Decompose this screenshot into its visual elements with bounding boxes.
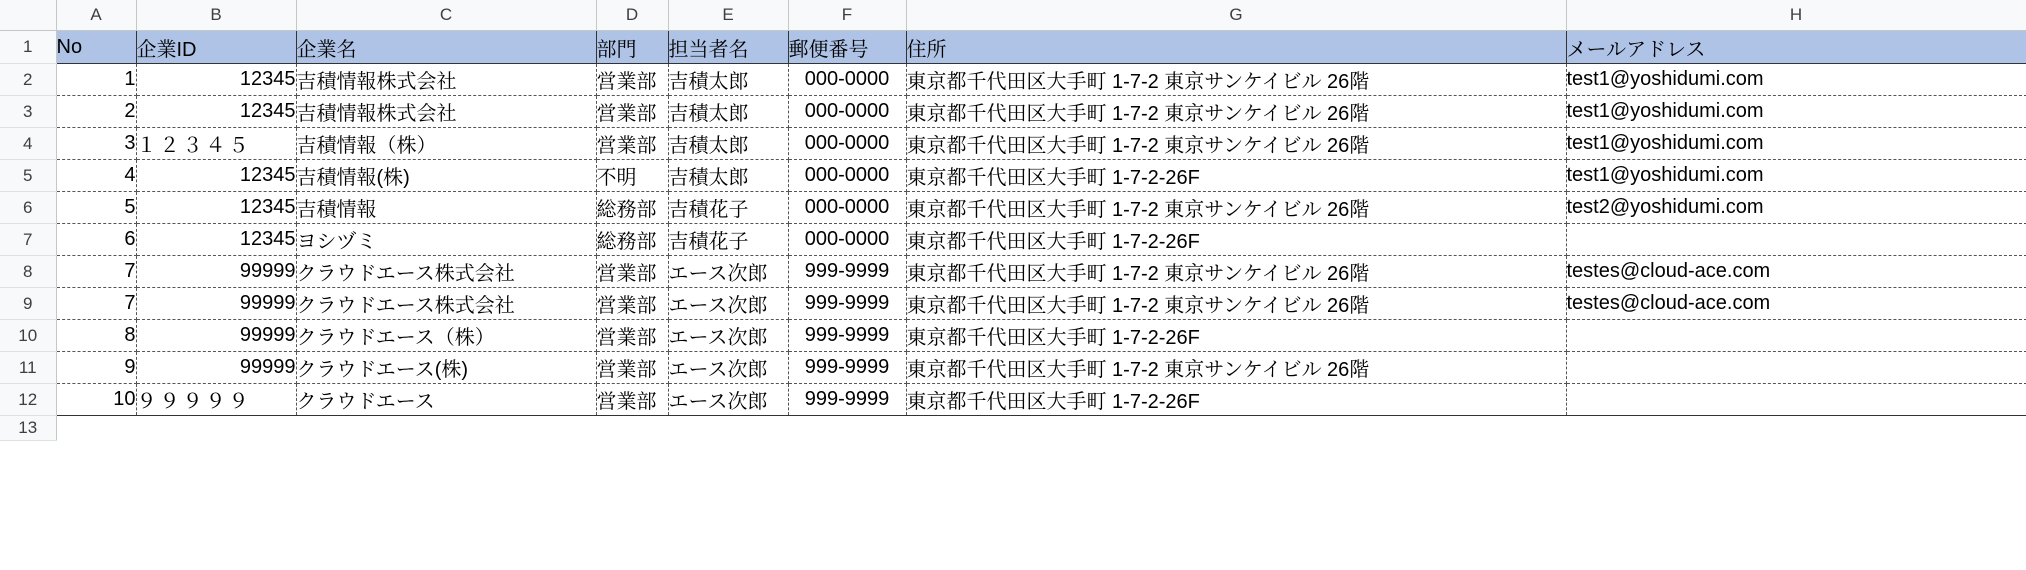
cell-company-name[interactable]: 吉積情報株式会社 [296, 96, 596, 128]
empty-cell[interactable] [56, 416, 136, 441]
column-header-d[interactable]: D [596, 0, 668, 31]
column-header-c[interactable]: C [296, 0, 596, 31]
cell-company-id[interactable]: ９９９９９ [136, 384, 296, 416]
cell-company-name[interactable]: 吉積情報 [296, 192, 596, 224]
cell-no[interactable]: 7 [56, 288, 136, 320]
header-cell-company-name[interactable]: 企業名 [296, 31, 596, 64]
cell-company-id[interactable]: 99999 [136, 288, 296, 320]
row-header[interactable]: 4 [0, 128, 56, 160]
cell-postal[interactable]: 999-9999 [788, 256, 906, 288]
cell-contact[interactable]: エース次郎 [668, 320, 788, 352]
table-row[interactable] [0, 192, 2026, 224]
cell-company-name[interactable]: 吉積情報（株） [296, 128, 596, 160]
row-header[interactable]: 13 [0, 416, 56, 441]
cell-email[interactable] [1566, 384, 2026, 416]
cell-no[interactable]: 10 [56, 384, 136, 416]
table-row[interactable] [0, 320, 2026, 352]
row-header[interactable]: 3 [0, 96, 56, 128]
cell-company-name[interactable]: クラウドエース（株） [296, 320, 596, 352]
cell-address[interactable]: 東京都千代田区大手町 1-7-2 東京サンケイビル 26階 [906, 128, 1566, 160]
cell-address[interactable]: 東京都千代田区大手町 1-7-2 東京サンケイビル 26階 [906, 288, 1566, 320]
cell-email[interactable]: test2@yoshidumi.com [1566, 192, 2026, 224]
row-header[interactable]: 9 [0, 288, 56, 320]
cell-company-id[interactable]: 99999 [136, 320, 296, 352]
table-row[interactable] [0, 416, 2026, 441]
cell-address[interactable]: 東京都千代田区大手町 1-7-2-26F [906, 160, 1566, 192]
empty-cell[interactable] [1566, 416, 2026, 441]
cell-postal[interactable]: 000-0000 [788, 160, 906, 192]
table-row[interactable] [0, 384, 2026, 416]
cell-department[interactable]: 営業部 [596, 288, 668, 320]
row-header[interactable]: 8 [0, 256, 56, 288]
cell-contact[interactable]: エース次郎 [668, 352, 788, 384]
cell-no[interactable]: 2 [56, 96, 136, 128]
cell-department[interactable]: 総務部 [596, 192, 668, 224]
cell-department[interactable]: 営業部 [596, 352, 668, 384]
row-header[interactable]: 5 [0, 160, 56, 192]
select-all-corner[interactable] [0, 0, 56, 31]
empty-cell[interactable] [906, 416, 1566, 441]
cell-company-name[interactable]: クラウドエース(株) [296, 352, 596, 384]
cell-department[interactable]: 営業部 [596, 320, 668, 352]
column-header-b[interactable]: B [136, 0, 296, 31]
cell-address[interactable]: 東京都千代田区大手町 1-7-2-26F [906, 384, 1566, 416]
row-header[interactable]: 12 [0, 384, 56, 416]
cell-email[interactable] [1566, 224, 2026, 256]
empty-cell[interactable] [136, 416, 296, 441]
cell-company-name[interactable]: ヨシヅミ [296, 224, 596, 256]
table-row[interactable] [0, 288, 2026, 320]
column-header-row[interactable] [0, 0, 2026, 31]
cell-department[interactable]: 営業部 [596, 128, 668, 160]
table-row[interactable] [0, 352, 2026, 384]
header-cell-postal[interactable]: 郵便番号 [788, 31, 906, 64]
empty-cell[interactable] [596, 416, 668, 441]
cell-company-name[interactable]: クラウドエース [296, 384, 596, 416]
header-cell-email[interactable]: メールアドレス [1566, 31, 2026, 64]
cell-department[interactable]: 営業部 [596, 256, 668, 288]
cell-postal[interactable]: 999-9999 [788, 352, 906, 384]
cell-no[interactable]: 7 [56, 256, 136, 288]
cell-email[interactable]: testes@cloud-ace.com [1566, 256, 2026, 288]
cell-email[interactable] [1566, 320, 2026, 352]
cell-email[interactable]: test1@yoshidumi.com [1566, 128, 2026, 160]
cell-no[interactable]: 9 [56, 352, 136, 384]
cell-company-id[interactable]: 12345 [136, 64, 296, 96]
cell-no[interactable]: 8 [56, 320, 136, 352]
row-header[interactable]: 1 [0, 31, 56, 64]
cell-email[interactable]: testes@cloud-ace.com [1566, 288, 2026, 320]
row-header[interactable]: 2 [0, 64, 56, 96]
cell-no[interactable]: 4 [56, 160, 136, 192]
column-header-h[interactable]: H [1566, 0, 2026, 31]
table-header-row[interactable] [0, 31, 2026, 64]
cell-no[interactable]: 5 [56, 192, 136, 224]
header-cell-company-id[interactable]: 企業ID [136, 31, 296, 64]
cell-postal[interactable]: 999-9999 [788, 384, 906, 416]
cell-department[interactable]: 不明 [596, 160, 668, 192]
cell-postal[interactable]: 999-9999 [788, 320, 906, 352]
cell-contact[interactable]: 吉積花子 [668, 224, 788, 256]
cell-company-id[interactable]: 12345 [136, 160, 296, 192]
cell-postal[interactable]: 000-0000 [788, 224, 906, 256]
cell-company-id[interactable]: 12345 [136, 96, 296, 128]
cell-department[interactable]: 営業部 [596, 384, 668, 416]
column-header-g[interactable]: G [906, 0, 1566, 31]
cell-postal[interactable]: 000-0000 [788, 128, 906, 160]
cell-address[interactable]: 東京都千代田区大手町 1-7-2-26F [906, 320, 1566, 352]
header-cell-department[interactable]: 部門 [596, 31, 668, 64]
column-header-a[interactable]: A [56, 0, 136, 31]
empty-cell[interactable] [668, 416, 788, 441]
cell-contact[interactable]: エース次郎 [668, 384, 788, 416]
cell-company-id[interactable]: １２３４５ [136, 128, 296, 160]
cell-company-id[interactable]: 12345 [136, 224, 296, 256]
row-header[interactable]: 6 [0, 192, 56, 224]
cell-postal[interactable]: 999-9999 [788, 288, 906, 320]
table-row[interactable] [0, 224, 2026, 256]
cell-email[interactable] [1566, 352, 2026, 384]
table-row[interactable] [0, 96, 2026, 128]
cell-email[interactable]: test1@yoshidumi.com [1566, 160, 2026, 192]
table-row[interactable] [0, 160, 2026, 192]
table-row[interactable] [0, 64, 2026, 96]
row-header[interactable]: 10 [0, 320, 56, 352]
cell-company-id[interactable]: 99999 [136, 352, 296, 384]
column-header-f[interactable]: F [788, 0, 906, 31]
cell-department[interactable]: 総務部 [596, 224, 668, 256]
header-cell-contact[interactable]: 担当者名 [668, 31, 788, 64]
header-cell-no[interactable]: No [56, 31, 136, 64]
cell-contact[interactable]: 吉積太郎 [668, 96, 788, 128]
table-row[interactable] [0, 256, 2026, 288]
cell-department[interactable]: 営業部 [596, 96, 668, 128]
header-cell-address[interactable]: 住所 [906, 31, 1566, 64]
cell-address[interactable]: 東京都千代田区大手町 1-7-2 東京サンケイビル 26階 [906, 96, 1566, 128]
cell-company-name[interactable]: クラウドエース株式会社 [296, 288, 596, 320]
cell-email[interactable]: test1@yoshidumi.com [1566, 96, 2026, 128]
cell-no[interactable]: 6 [56, 224, 136, 256]
cell-company-id[interactable]: 12345 [136, 192, 296, 224]
cell-postal[interactable]: 000-0000 [788, 64, 906, 96]
cell-contact[interactable]: 吉積太郎 [668, 128, 788, 160]
cell-address[interactable]: 東京都千代田区大手町 1-7-2 東京サンケイビル 26階 [906, 64, 1566, 96]
row-header[interactable]: 11 [0, 352, 56, 384]
cell-department[interactable]: 営業部 [596, 64, 668, 96]
cell-contact[interactable]: 吉積太郎 [668, 64, 788, 96]
cell-contact[interactable]: エース次郎 [668, 288, 788, 320]
cell-company-name[interactable]: 吉積情報株式会社 [296, 64, 596, 96]
empty-cell[interactable] [296, 416, 596, 441]
cell-no[interactable]: 3 [56, 128, 136, 160]
cell-postal[interactable]: 000-0000 [788, 192, 906, 224]
cell-company-id[interactable]: 99999 [136, 256, 296, 288]
cell-address[interactable]: 東京都千代田区大手町 1-7-2 東京サンケイビル 26階 [906, 352, 1566, 384]
cell-company-name[interactable]: 吉積情報(株) [296, 160, 596, 192]
cell-address[interactable]: 東京都千代田区大手町 1-7-2 東京サンケイビル 26階 [906, 192, 1566, 224]
cell-address[interactable]: 東京都千代田区大手町 1-7-2-26F [906, 224, 1566, 256]
cell-contact[interactable]: 吉積花子 [668, 192, 788, 224]
cell-address[interactable]: 東京都千代田区大手町 1-7-2 東京サンケイビル 26階 [906, 256, 1566, 288]
row-header[interactable]: 7 [0, 224, 56, 256]
cell-no[interactable]: 1 [56, 64, 136, 96]
cell-contact[interactable]: 吉積太郎 [668, 160, 788, 192]
table-row[interactable] [0, 128, 2026, 160]
cell-email[interactable]: test1@yoshidumi.com [1566, 64, 2026, 96]
cell-company-name[interactable]: クラウドエース株式会社 [296, 256, 596, 288]
cell-contact[interactable]: エース次郎 [668, 256, 788, 288]
column-header-e[interactable]: E [668, 0, 788, 31]
empty-cell[interactable] [788, 416, 906, 441]
cell-postal[interactable]: 000-0000 [788, 96, 906, 128]
